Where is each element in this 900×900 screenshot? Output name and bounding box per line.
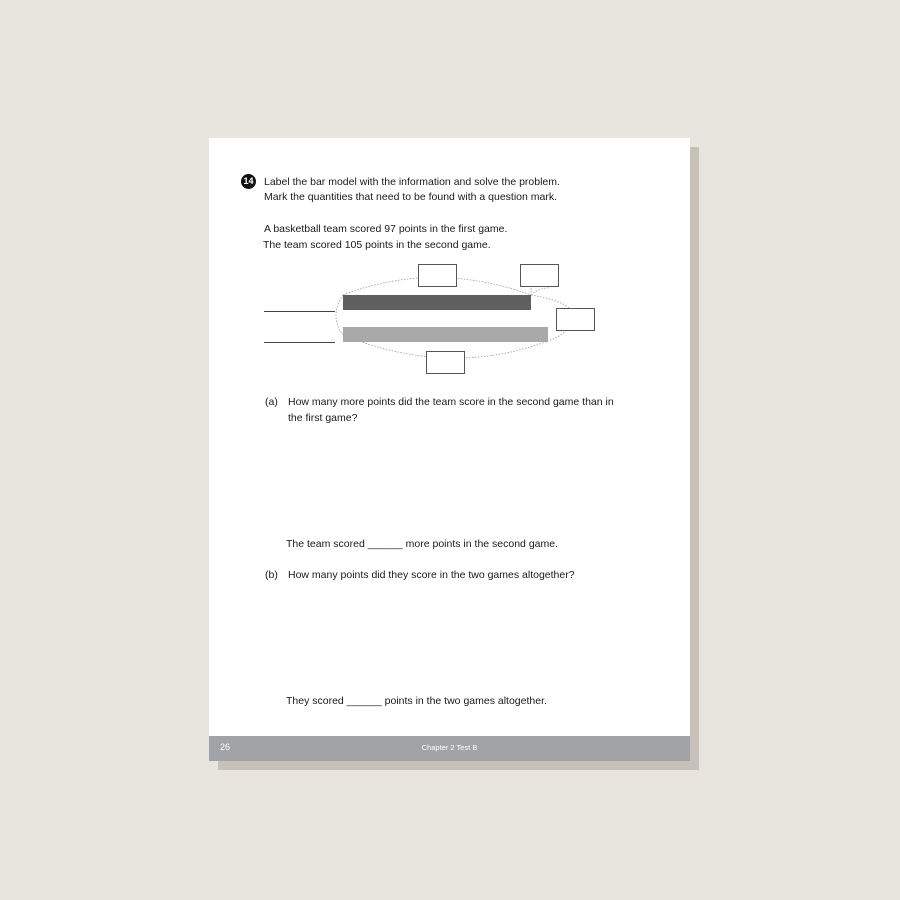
part-a-answer-sentence[interactable]: The team scored ______ more points in the second game.	[286, 538, 558, 550]
bar-first-game	[343, 295, 531, 310]
bar-label-blank-second[interactable]	[264, 342, 335, 343]
part-b-label: (b)	[265, 569, 278, 581]
part-a-label: (a)	[265, 396, 278, 408]
answer-box-total[interactable]	[556, 308, 595, 331]
difference-bracket-arc	[531, 286, 548, 295]
instruction-line-2: Mark the quantities that need to be found with a question mark.	[264, 191, 558, 203]
bar-second-game	[343, 327, 548, 342]
problem-line-2: The team scored 105 points in the second game.	[263, 239, 491, 251]
problem-line-1: A basketball team scored 97 points in the first game.	[264, 223, 508, 235]
answer-box-second-game[interactable]	[426, 351, 465, 374]
part-b-question: How many points did they score in the two games altogether?	[288, 569, 575, 581]
worksheet-page	[209, 138, 690, 761]
part-b-answer-sentence[interactable]: They scored ______ points in the two games altogether.	[286, 695, 547, 707]
part-a-question-line-2: the first game?	[288, 412, 358, 424]
answer-box-difference[interactable]	[520, 264, 559, 287]
instruction-line-1: Label the bar model with the information and solve the problem.	[264, 176, 560, 188]
answer-box-first-game[interactable]	[418, 264, 457, 287]
page-footer	[209, 736, 690, 761]
footer-title: Chapter 2 Test B	[421, 743, 478, 752]
bar-label-blank-first[interactable]	[264, 311, 335, 312]
question-number-badge: 14	[241, 174, 256, 189]
page-number: 26	[220, 742, 231, 752]
part-a-question-line-1: How many more points did the team score in the second game than in	[288, 396, 614, 408]
total-bracket-arc-left	[336, 295, 343, 335]
